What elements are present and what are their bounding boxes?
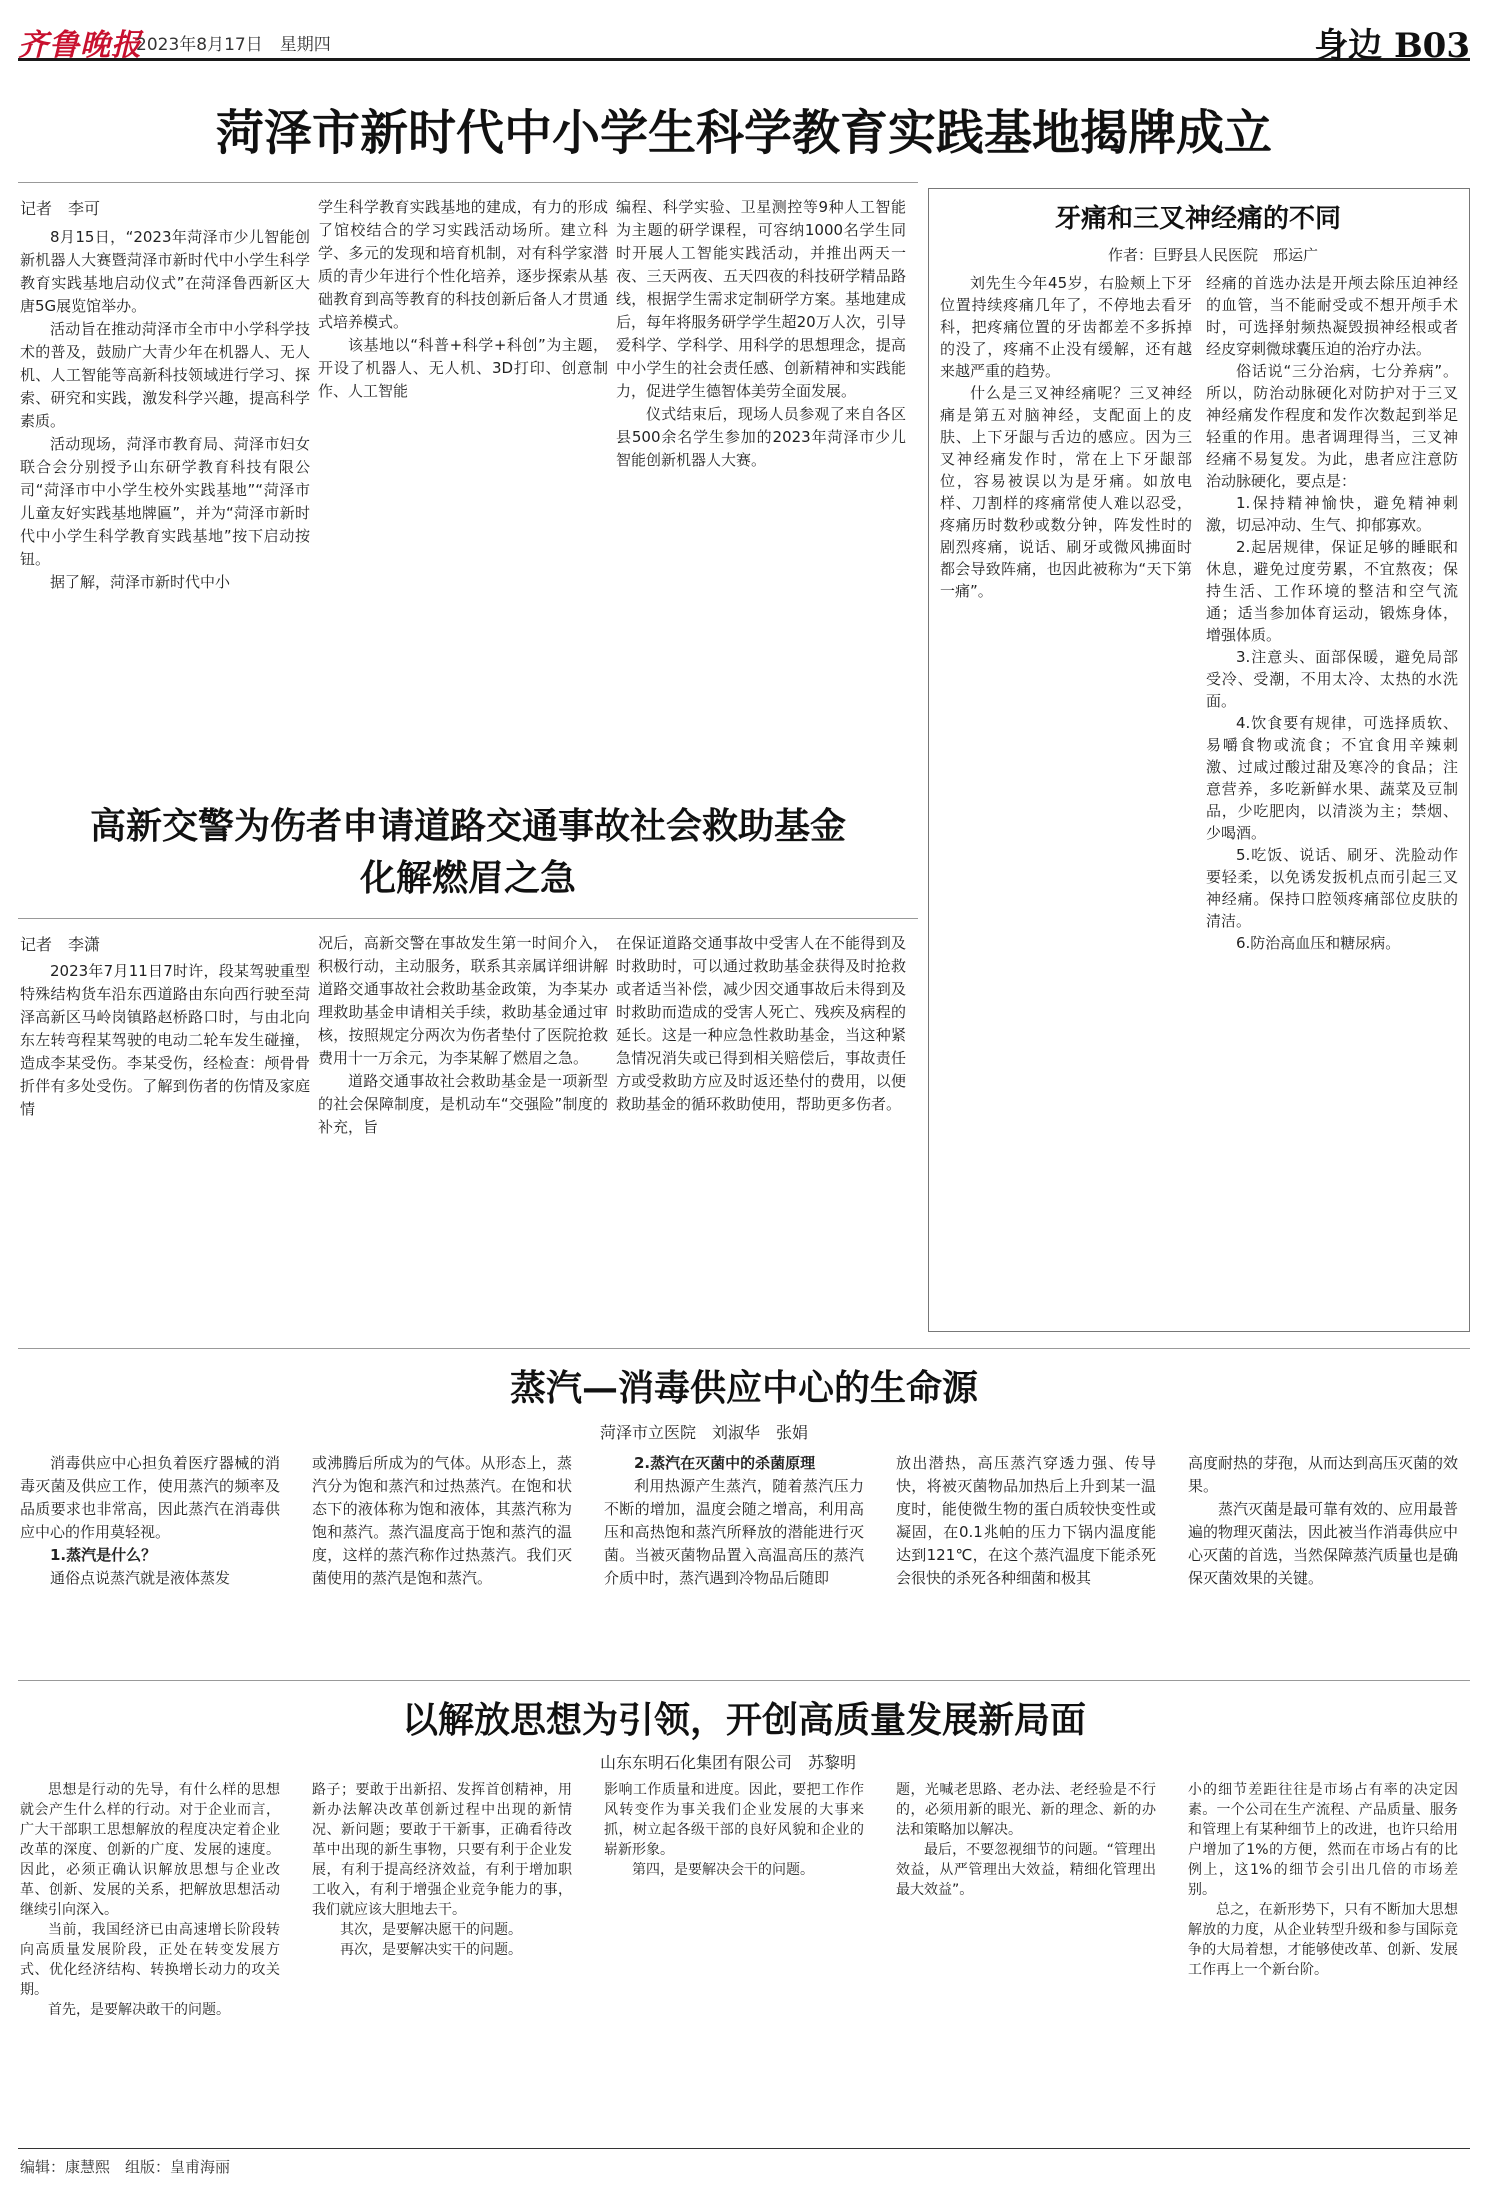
paragraph: 编程、科学实验、卫星测控等9种人工智能为主题的研学课程，可容纳1000名学生同时开展人工智能实践活动，并推出两天一夜、三天两夜、五天四夜的科技研学精品路线，根据学生需求定制研学方案。基地建成后，每年将服务研学学生超20万人次，引导爱科学、学科学、用科学的思想理念，提高中小学生的社会责任感、创新精神和实践能力，促进学生德智体美劳全面发展。: [616, 198, 906, 400]
article1-headline: 菏泽市新时代中小学生科学教育实践基地揭牌成立: [215, 105, 1272, 161]
paragraph: 题，光喊老思路、老办法、老经验是不行的，必须用新的眼光、新的理念、新的办法和策略加以解决。: [896, 1782, 1156, 1838]
sidebar-byline: 作者：巨野县人民医院 邢运广: [1108, 246, 1319, 264]
paragraph: 6.防治高血压和糖尿病。: [1236, 934, 1401, 952]
paragraph: 蒸汽灭菌是最可靠有效的、应用最普遍的物理灭菌法，因此被当作消毒供应中心灭菌的首选，当然保障蒸汽质量也是确保灭菌效果的关键。: [1188, 1500, 1458, 1587]
divider: [18, 918, 918, 919]
paragraph: 思想是行动的先导，有什么样的思想就会产生什么样的行动。对于企业而言，广大干部职工思想解放的程度决定着企业改革的深度、创新的广度、发展的速度。因此，必须正确认识解放思想与企业改革、创新、发展的关系，把解放思想活动继续引向深入。: [20, 1782, 280, 1918]
paragraph: 仪式结束后，现场人员参观了来自各区县500余名学生参加的2023年菏泽市少儿智能创新机器人大赛。: [616, 405, 906, 469]
paragraph: 什么是三叉神经痛呢？三叉神经痛是第五对脑神经，支配面上的皮肤、上下牙龈与舌边的感应。因为三叉神经痛发作时，常在上下牙龈部位，容易被误以为是牙痛。如放电样、刀割样的疼痛常使人难以忍受，疼痛历时数秒或数分钟，阵发性时的剧烈疼痛，说话、刷牙或微风拂面时都会导致阵痛，也因此被称为“天下第一痛”。: [940, 384, 1192, 600]
article2-byline: 记者 李潇: [20, 935, 101, 954]
paragraph: 其次，是要解决愿干的问题。: [340, 1922, 522, 1938]
divider: [18, 1348, 1470, 1349]
article3-col4: [896, 1452, 1156, 1662]
paragraph: 4.饮食要有规律，可选择质软、易嚼食物或流食；不宜食用辛辣刺激、过咸过酸过甜及寒冷的食品；注意营养，多吃新鲜水果、蔬菜及豆制品，少吃肥肉，以清淡为主；禁烟、少喝酒。: [1206, 714, 1458, 842]
article4-col1: [20, 1780, 280, 2130]
article2-col1: [20, 960, 310, 1300]
paragraph: 首先，是要解决敢干的问题。: [48, 2002, 230, 2018]
paragraph: 8月15日，“2023年菏泽市少儿智能创新机器人大赛暨菏泽市新时代中小学生科学教育实践基地启动仪式”在菏泽鲁西新区大唐5G展览馆举办。: [20, 228, 310, 315]
paragraph: 第四，是要解决会干的问题。: [632, 1862, 814, 1878]
paragraph: 再次，是要解决实干的问题。: [340, 1942, 522, 1958]
paragraph: 消毒供应中心担负着医疗器械的消毒灭菌及供应工作，使用蒸汽的频率及品质要求也非常高，因此蒸汽在消毒供应中心的作用莫轻视。: [20, 1454, 280, 1541]
paragraph: 刘先生今年45岁，右脸颊上下牙位置持续疼痛几年了，不停地去看牙科，把疼痛位置的牙齿都差不多拆掉的没了，疼痛不止没有缓解，还有越来越严重的趋势。: [940, 274, 1192, 380]
article3-col5: [1188, 1452, 1458, 1662]
sidebar-col1: [940, 272, 1192, 1320]
paragraph: 或沸腾后所成为的气体。从形态上，蒸汽分为饱和蒸汽和过热蒸汽。在饱和状态下的液体称为饱和液体，其蒸汽称为饱和蒸汽。蒸汽温度高于饱和蒸汽的温度，这样的蒸汽称作过热蒸汽。我们灭菌使用的蒸汽是饱和蒸汽。: [312, 1454, 572, 1587]
article3-col3: [604, 1452, 864, 1662]
masthead: [18, 18, 1470, 66]
divider: [18, 2148, 1470, 2149]
article3-headline: 蒸汽—消毒供应中心的生命源: [509, 1367, 978, 1409]
subheading: 1.蒸汽是什么？: [50, 1546, 157, 1564]
article1-col2: [318, 196, 608, 766]
article4-col4: [896, 1780, 1156, 2130]
paragraph: 活动旨在推动菏泽市全市中小学科学技术的普及，鼓励广大青少年在机器人、无人机、人工智能等高新科技领域进行学习、探索、研究和实践，激发科学兴趣，提高科学素质。: [20, 320, 310, 430]
article4-col2: [312, 1780, 572, 2130]
paragraph: 总之，在新形势下，只有不断加大思想解放的力度，从企业转型升级和参与国际竞争的大局着想，才能够使改革、创新、发展工作再上一个新台阶。: [1188, 1902, 1458, 1978]
newspaper-logo: 齐鲁晚报: [18, 28, 142, 63]
paragraph: 最后，不要忽视细节的问题。“管理出效益，从严管理出大效益，精细化管理出最大效益”。: [896, 1842, 1156, 1898]
paragraph: 该基地以“科普+科学+科创”为主题，开设了机器人、无人机、3D打印、创意制作、人工智能: [318, 336, 608, 400]
section-label: 身边 B03: [1314, 26, 1470, 66]
article4-col3: [604, 1780, 864, 2130]
paragraph: 影响工作质量和进度。因此，要把工作作风转变作为事关我们企业发展的大事来抓，树立起各级干部的良好风貌和企业的崭新形象。: [604, 1782, 864, 1858]
paragraph: 当前，我国经济已由高速增长阶段转向高质量发展阶段，正处在转变发展方式、优化经济结构、转换增长动力的攻关期。: [20, 1922, 280, 1998]
paragraph: 活动现场，菏泽市教育局、菏泽市妇女联合会分别授予山东研学教育科技有限公司“菏泽市中小学生校外实践基地”“菏泽市儿童友好实践基地牌匾”，并为“菏泽市新时代中小学生科学教育实践基地”按下启动按钮。: [20, 435, 310, 568]
article2-col2: [318, 932, 608, 1302]
article4-byline: 山东东明石化集团有限公司 苏黎明: [600, 1753, 857, 1772]
paragraph: 1.保持精神愉快，避免精神刺激，切忌冲动、生气、抑郁寡欢。: [1206, 494, 1458, 534]
paragraph: 俗话说“三分治病，七分养病”。所以，防治动脉硬化对防护对于三叉神经痛发作程度和发作次数起到举足轻重的作用。患者调理得当，三叉神经痛不易复发。为此，患者应注意防治动脉硬化，要点是：: [1206, 362, 1458, 490]
paragraph: 2.起居规律，保证足够的睡眠和休息，避免过度劳累，不宜熬夜；保持生活、工作环境的整洁和空气流通；适当参加体育运动，锻炼身体，增强体质。: [1206, 538, 1458, 644]
article3-byline: 菏泽市立医院 刘淑华 张娟: [600, 1423, 809, 1442]
paragraph: 放出潜热，高压蒸汽穿透力强、传导快，将被灭菌物品加热后上升到某一温度时，能使微生物的蛋白质较快变性或凝固，在0.1兆帕的压力下锅内温度能达到121℃，在这个蒸汽温度下能杀死会很快的杀死各种细菌和极其: [896, 1454, 1156, 1587]
paragraph: 据了解，菏泽市新时代中小: [50, 573, 231, 591]
paragraph: 通俗点说蒸汽就是液体蒸发: [50, 1569, 231, 1587]
article2-headline: [18, 800, 918, 904]
paragraph: 3.注意头、面部保暖，避免局部受冷、受潮，不用太冷、太热的水洗面。: [1206, 648, 1458, 710]
paragraph: 高度耐热的芽孢，从而达到高压灭菌的效果。: [1188, 1454, 1458, 1495]
sidebar-headline: 牙痛和三叉神经痛的不同: [1054, 204, 1341, 234]
article4-headline: 以解放思想为引领，开创高质量发展新局面: [401, 1699, 1086, 1741]
paragraph: 经痛的首选办法是开颅去除压迫神经的血管，当不能耐受或不想开颅手术时，可选择射频热凝毁损神经根或者经皮穿刺微球囊压迫的治疗办法。: [1206, 274, 1458, 358]
paragraph: 学生科学教育实践基地的建成，有力的形成了馆校结合的学习实践活动场所。建立科学、多元的发现和培育机制，对有科学家潜质的青少年进行个性化培养，逐步探索从基础教育到高等教育的科技创新后备人才贯通式培养模式。: [318, 198, 608, 331]
editor-credit: 编辑：康慧熙 组版：皇甫海丽: [20, 2158, 231, 2176]
paragraph: 路子；要敢于出新招、发挥首创精神，用新办法解决改革创新过程中出现的新情况、新问题；要敢于干新事，正确看待改革中出现的新生事物，只要有利于企业发展，有利于提高经济效益，有利于增加职工收入，有利于增强企业竞争能力的事，我们就应该大胆地去干。: [312, 1782, 572, 1918]
divider: [18, 182, 918, 183]
article2-headline-line2: 化解燃眉之急: [359, 857, 576, 899]
article3-col1: [20, 1452, 280, 1662]
article4-col5: [1188, 1780, 1458, 2130]
issue-date: 2023年8月17日 星期四: [136, 35, 331, 55]
divider: [18, 1680, 1470, 1681]
subheading: 2.蒸汽在灭菌中的杀菌原理: [634, 1454, 816, 1472]
paragraph: 利用热源产生蒸汽，随着蒸汽压力不断的增加，温度会随之增高，利用高压和高热饱和蒸汽所释放的潜能进行灭菌。当被灭菌物品置入高温高压的蒸汽介质中时，蒸汽遇到冷物品后随即: [604, 1477, 864, 1587]
paragraph: 在保证道路交通事故中受害人在不能得到及时救助时，可以通过救助基金获得及时抢救或者适当补偿，减少因交通事故后未得到及时救助而造成的受害人死亡、残疾及病程的延长。这是一种应急性救助基金，当这种紧急情况消失或已得到相关赔偿后，事故责任方或受救助方应及时返还垫付的费用，以便救助基金的循环救助使用，帮助更多伤者。: [616, 934, 906, 1113]
article1-col1: [20, 226, 310, 766]
paragraph: 2023年7月11日7时许，段某驾驶重型特殊结构货车沿东西道路由东向西行驶至菏泽高新区马岭岗镇路赵桥路口时，与由北向东左转弯程某驾驶的电动二轮车发生碰撞，造成李某受伤。李某受伤，经检查：颅骨骨折伴有多处受伤。了解到伤者的伤情及家庭情: [20, 962, 310, 1118]
paragraph: 小的细节差距往往是市场占有率的决定因素。一个公司在生产流程、产品质量、服务和管理上有某种细节上的改进，也许只给用户增加了1%的方便，然而在市场占有的比例上，这1%的细节会引出几倍的市场差别。: [1188, 1782, 1458, 1898]
paragraph: 况后，高新交警在事故发生第一时间介入，积极行动，主动服务，联系其亲属详细讲解道路交通事故社会救助基金政策，为李某办理救助基金申请相关手续，救助基金通过审核，按照规定分两次为伤者垫付了医院抢救费用十一万余元，为李某解了燃眉之急。: [318, 934, 608, 1067]
article1-byline: 记者 李可: [20, 199, 101, 218]
paragraph: 道路交通事故社会救助基金是一项新型的社会保障制度，是机动车“交强险”制度的补充，旨: [318, 1072, 608, 1136]
paragraph: 5.吃饭、说话、刷牙、洗脸动作要轻柔，以免诱发扳机点而引起三叉神经痛。保持口腔领疼痛部位皮肤的清洁。: [1206, 846, 1458, 930]
article2-col3: [616, 932, 906, 1302]
article2-headline-line1: 高新交警为伤者申请道路交通事故社会救助基金: [89, 805, 846, 847]
article1-col3: [616, 196, 906, 766]
article3-col2: [312, 1452, 572, 1662]
sidebar-col2: [1206, 272, 1458, 1320]
